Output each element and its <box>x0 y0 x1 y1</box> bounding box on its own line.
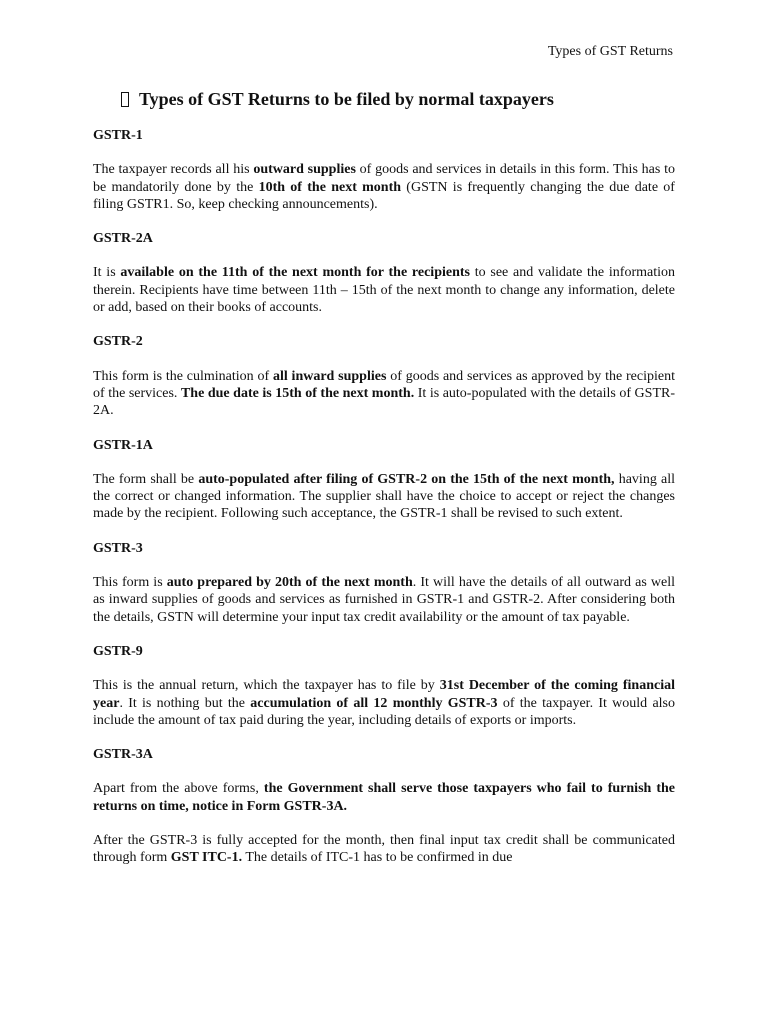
text-run: The form shall be <box>93 471 199 487</box>
text-run: of goods and services as approved by the recipient of the services. <box>93 368 675 401</box>
document-title <box>93 88 675 110</box>
section-paragraph <box>93 368 675 420</box>
text-run: It is auto-populated with the details of GSTR-2A. <box>93 385 675 419</box>
section-paragraph <box>93 161 675 213</box>
bold-text: available on the 11th of the next month for the recipients <box>120 265 470 281</box>
section-heading: GSTR-3 <box>93 540 143 556</box>
document-title-text: Types of GST Returns to be filed by normal taxpayers <box>139 89 554 109</box>
bold-text: all inward supplies <box>272 368 387 384</box>
section-heading: GSTR-9 <box>93 643 143 659</box>
text-run: This form is the culmination of <box>93 368 273 384</box>
bold-text: auto prepared by 20th of the next month <box>166 575 413 591</box>
text-run: This form is <box>93 575 167 591</box>
section-paragraph <box>93 832 675 867</box>
text-run: Apart from the above forms, <box>93 781 264 797</box>
bold-text: the Government shall serve those taxpayers who fail to furnish the returns on time, notice in Form GSTR-3A. <box>93 781 675 814</box>
section-paragraph <box>93 471 675 523</box>
section-heading: GSTR-2A <box>93 231 153 247</box>
bold-text: outward supplies <box>253 162 356 178</box>
text-run: It is <box>93 265 121 281</box>
text-run: of goods and services in details in this form. This has to be mandatorily done by the <box>93 162 675 195</box>
text-run: (GSTN is frequently changing the due date of filing GSTR1. So, keep checking announcements). <box>93 179 675 212</box>
text-run: of the taxpayer. It would also include the amount of tax paid during the year, including details of exports or imports. <box>93 695 676 728</box>
section-heading: GSTR-1A <box>93 437 153 453</box>
running-header: Types of GST Returns <box>547 44 673 59</box>
bold-text: accumulation of all 12 monthly GSTR-3 <box>250 695 498 711</box>
section-heading: GSTR-1 <box>93 128 143 143</box>
section-paragraph <box>93 574 675 626</box>
text-run: The details of ITC-1 has to be confirmed in due <box>242 850 513 866</box>
text-run: . It is nothing but the <box>119 695 251 711</box>
square-bullet-icon <box>121 92 129 107</box>
document-body <box>93 88 675 884</box>
bold-text: 10th of the next month <box>258 179 402 195</box>
bold-text: auto-populated after filing of GSTR-2 on the 15th of the next month, <box>198 471 615 487</box>
text-run: having all the correct or changed information. The supplier shall have the choice to accept or reject the changes made by the recipient. Following such acceptance, the GSTR-1 shall be revised to such extent. <box>93 471 675 522</box>
section-paragraph <box>93 677 675 729</box>
section-paragraph <box>93 780 675 815</box>
sections-container <box>93 127 675 867</box>
text-run: After the GSTR-3 is fully accepted for the month, then final input tax credit shall be communicated through form <box>93 833 675 866</box>
bold-text: The due date is 15th of the next month. <box>180 385 415 401</box>
section-paragraph <box>93 264 675 316</box>
bold-text: GST ITC-1. <box>170 850 243 866</box>
section-heading: GSTR-3A <box>93 747 153 763</box>
text-run: The taxpayer records all his <box>93 162 254 178</box>
text-run: to see and validate the information therein. Recipients have time between 11th – 15th of the next month to change any information, delete or add, based on their books of accounts. <box>93 265 676 316</box>
bold-text: 31st December of the coming financial year <box>93 678 675 711</box>
text-run: . It will have the details of all outward as well as inward supplies of goods and services as furnished in GSTR-1 and GSTR-2. After considering both the details, GSTN will determine your input tax credit availability or the amount of tax payable. <box>93 575 675 625</box>
section-heading: GSTR-2 <box>93 334 143 350</box>
text-run: This is the annual return, which the taxpayer has to file by <box>93 678 440 694</box>
